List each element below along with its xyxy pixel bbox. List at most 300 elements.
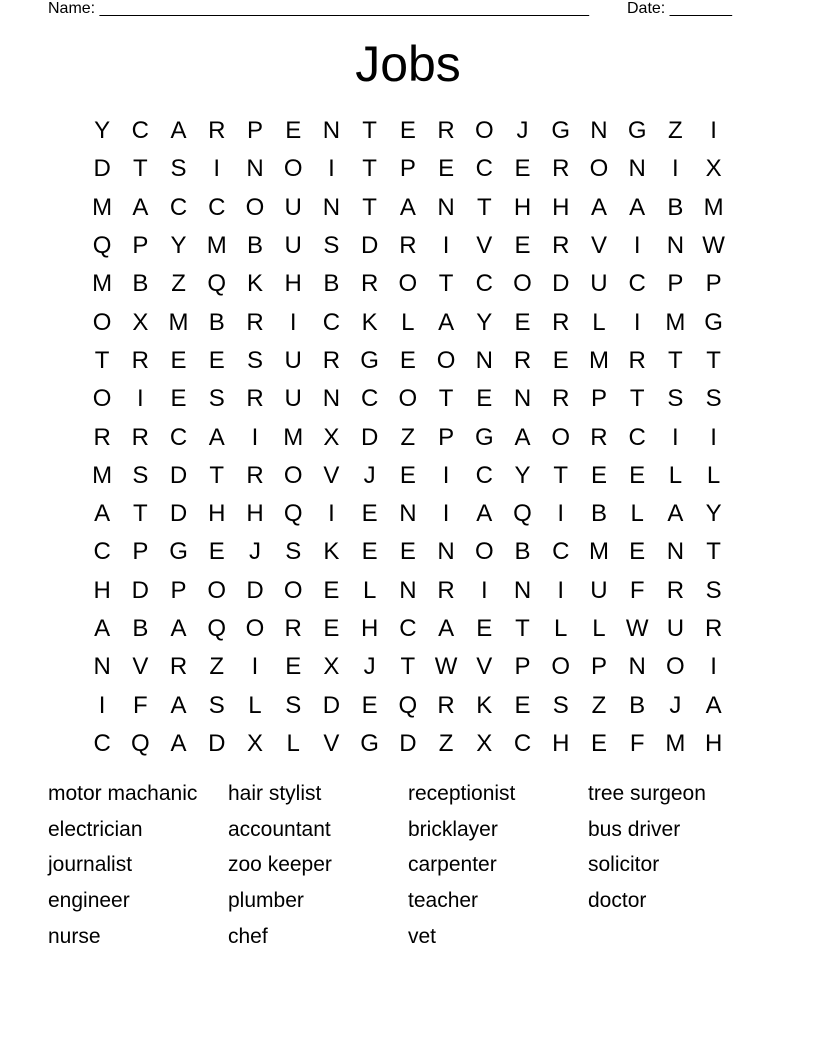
grid-letter: D: [169, 461, 188, 489]
grid-letter: R: [666, 576, 685, 604]
grid-row: [83, 189, 733, 227]
grid-letter: S: [285, 538, 302, 566]
grid-letter: Y: [514, 461, 531, 489]
grid-letter: U: [590, 270, 608, 298]
grid-letter: E: [399, 346, 416, 374]
grid-letter: E: [170, 346, 187, 374]
grid-letter: O: [92, 385, 112, 413]
date-field-label: Date: _______: [627, 0, 732, 17]
grid-row: [83, 380, 733, 418]
grid-letter: X: [323, 653, 340, 681]
grid-letter: O: [513, 270, 532, 298]
grid-letter: N: [475, 346, 493, 374]
word-list-column: [588, 776, 768, 919]
grid-letter: S: [705, 576, 722, 604]
grid-letter: Q: [207, 615, 227, 642]
grid-letter: T: [668, 346, 683, 374]
grid-letter: E: [476, 615, 493, 642]
grid-letter: A: [132, 193, 149, 221]
grid-letter: K: [361, 308, 378, 336]
grid-letter: C: [322, 308, 341, 336]
grid-letter: O: [207, 576, 227, 604]
grid-letter: R: [131, 346, 149, 374]
grid-letter: E: [170, 385, 187, 413]
word-list-item: electrician: [48, 817, 143, 841]
word-list-item: receptionist: [408, 782, 516, 805]
grid-letter: Q: [398, 691, 418, 719]
grid-row: [83, 303, 733, 341]
grid-letter: I: [672, 155, 679, 183]
grid-row: [83, 457, 733, 495]
grid-letter: U: [284, 385, 302, 413]
word-list-item: carpenter: [408, 853, 497, 877]
grid-letter: I: [251, 423, 259, 451]
grid-letter: T: [94, 346, 110, 374]
grid-letter: P: [170, 576, 187, 604]
grid-letter: C: [131, 117, 149, 145]
grid-letter: A: [208, 423, 225, 451]
grid-letter: S: [552, 691, 569, 719]
grid-letter: N: [628, 155, 646, 183]
grid-letter: T: [362, 193, 377, 221]
grid-letter: B: [629, 691, 646, 719]
grid-letter: M: [206, 232, 227, 260]
grid-letter: Z: [438, 729, 454, 757]
grid-letter: D: [322, 691, 341, 719]
grid-letter: C: [628, 423, 646, 451]
grid-letter: I: [557, 576, 565, 604]
grid-letter: N: [437, 193, 455, 221]
grid-letter: O: [92, 308, 112, 336]
grid-letter: E: [399, 117, 416, 145]
grid-row: [83, 418, 733, 456]
word-list-item: engineer: [48, 889, 130, 913]
grid-letter: E: [629, 461, 646, 489]
grid-letter: B: [132, 270, 149, 298]
grid-letter: C: [552, 538, 570, 566]
grid-letter: R: [93, 423, 111, 451]
word-list-item: doctor: [588, 889, 647, 913]
grid-letter: K: [323, 538, 340, 566]
grid-letter: I: [213, 155, 221, 183]
grid-letter: N: [322, 193, 341, 221]
grid-letter: E: [552, 346, 569, 374]
grid-letter: M: [665, 308, 686, 336]
grid-letter: R: [208, 117, 226, 145]
grid-letter: M: [588, 346, 609, 374]
grid-letter: P: [246, 117, 263, 145]
grid-letter: D: [208, 729, 226, 757]
grid-row: [83, 227, 733, 265]
grid-letter: R: [246, 385, 264, 413]
grid-letter: R: [552, 308, 570, 336]
word-list-column: [228, 776, 408, 955]
grid-letter: C: [475, 155, 493, 183]
grid-letter: E: [361, 500, 378, 528]
grid-letter: T: [476, 193, 492, 221]
grid-letter: O: [283, 576, 303, 604]
grid-letter: R: [131, 423, 149, 451]
grid-letter: O: [398, 270, 418, 298]
grid-letter: I: [442, 500, 450, 528]
grid-row: [83, 495, 733, 533]
grid-letter: N: [628, 653, 646, 681]
grid-row: [83, 572, 733, 610]
grid-letter: U: [284, 346, 302, 374]
grid-letter: V: [323, 461, 340, 489]
grid-letter: I: [633, 232, 641, 260]
grid-letter: P: [590, 385, 607, 413]
grid-letter: I: [710, 117, 717, 145]
grid-letter: N: [513, 385, 532, 413]
grid-letter: S: [323, 232, 340, 260]
grid-letter: H: [360, 615, 379, 642]
word-list-item: accountant: [228, 817, 331, 841]
grid-letter: E: [590, 729, 607, 757]
grid-letter: E: [629, 538, 646, 566]
grid-letter: M: [665, 729, 686, 757]
grid-letter: C: [93, 729, 111, 757]
grid-letter: F: [629, 576, 645, 604]
grid-letter: B: [208, 308, 225, 336]
word-list-item: solicitor: [588, 853, 660, 877]
grid-letter: X: [246, 729, 263, 757]
grid-letter: O: [283, 461, 303, 489]
grid-letter: C: [93, 538, 111, 566]
grid-letter: H: [93, 576, 111, 604]
grid-letter: E: [514, 308, 531, 336]
grid-letter: S: [705, 385, 722, 413]
grid-letter: C: [169, 193, 188, 221]
grid-letter: S: [170, 155, 187, 183]
grid-letter: B: [246, 232, 263, 260]
grid-letter: Z: [591, 691, 607, 719]
grid-letter: P: [438, 423, 455, 451]
grid-letter: R: [590, 423, 608, 451]
grid-letter: A: [667, 500, 684, 528]
grid-letter: O: [398, 385, 418, 413]
grid-letter: T: [706, 346, 721, 374]
grid-letter: O: [589, 155, 609, 183]
grid-letter: U: [590, 576, 608, 604]
grid-letter: G: [169, 538, 188, 566]
grid-letter: M: [168, 308, 189, 336]
grid-letter: C: [513, 729, 532, 757]
grid-letter: I: [289, 308, 297, 336]
grid-letter: D: [552, 270, 570, 298]
grid-letter: W: [625, 615, 649, 642]
grid-letter: T: [629, 385, 645, 413]
grid-letter: I: [710, 423, 717, 451]
grid-letter: A: [590, 193, 607, 221]
grid-letter: B: [323, 270, 340, 298]
grid-letter: A: [170, 691, 187, 719]
grid-letter: D: [93, 155, 111, 183]
grid-letter: A: [705, 691, 722, 719]
grid-letter: J: [669, 691, 682, 719]
grid-letter: M: [283, 423, 304, 451]
word-list-item: tree surgeon: [588, 782, 706, 805]
word-list-item: nurse: [48, 924, 101, 948]
grid-letter: R: [246, 308, 264, 336]
grid-letter: R: [552, 232, 570, 260]
grid-letter: E: [399, 538, 416, 566]
grid-letter: D: [360, 423, 379, 451]
grid-letter: M: [92, 461, 113, 489]
grid-letter: Z: [400, 423, 416, 451]
grid-letter: H: [704, 729, 723, 757]
grid-letter: Z: [209, 653, 225, 681]
grid-letter: H: [208, 500, 226, 528]
word-list-item: bus driver: [588, 817, 681, 841]
grid-row: [83, 342, 733, 380]
grid-letter: P: [132, 232, 149, 260]
grid-letter: V: [476, 232, 493, 260]
grid-letter: O: [551, 653, 571, 681]
grid-letter: O: [283, 155, 303, 183]
name-field-label: Name: _______________________________________________________: [48, 0, 589, 17]
word-list-column: [48, 776, 228, 955]
grid-letter: V: [476, 653, 493, 681]
grid-letter: J: [363, 653, 376, 681]
grid-letter: E: [323, 615, 340, 642]
grid-letter: S: [667, 385, 684, 413]
grid-letter: P: [514, 653, 531, 681]
grid-letter: L: [630, 500, 644, 528]
grid-letter: E: [285, 117, 302, 145]
grid-letter: E: [208, 538, 225, 566]
grid-letter: S: [208, 385, 225, 413]
grid-letter: I: [328, 500, 335, 528]
grid-letter: R: [322, 346, 341, 374]
grid-letter: I: [251, 653, 259, 681]
grid-letter: R: [552, 155, 570, 183]
grid-letter: Q: [130, 729, 150, 757]
grid-letter: I: [442, 232, 450, 260]
grid-letter: T: [706, 538, 721, 566]
grid-letter: G: [474, 423, 494, 451]
grid-letter: R: [360, 270, 379, 298]
grid-letter: S: [246, 346, 263, 374]
grid-letter: D: [246, 576, 264, 604]
grid-letter: R: [437, 117, 455, 145]
grid-letter: H: [552, 729, 570, 757]
grid-letter: E: [514, 691, 531, 719]
grid-letter: M: [92, 270, 113, 298]
grid-letter: N: [246, 155, 264, 183]
grid-letter: D: [131, 576, 149, 604]
grid-letter: O: [245, 193, 265, 221]
grid-letter: Y: [170, 232, 187, 260]
grid-letter: R: [246, 461, 264, 489]
word-list-column: [408, 776, 588, 955]
grid-letter: R: [628, 346, 646, 374]
grid-row: [83, 725, 733, 763]
grid-letter: N: [437, 538, 455, 566]
grid-letter: L: [362, 576, 377, 604]
grid-letter: H: [513, 193, 532, 221]
grid-row: [83, 686, 733, 724]
grid-letter: N: [666, 232, 685, 260]
grid-letter: L: [706, 461, 721, 489]
grid-letter: W: [434, 653, 458, 681]
grid-letter: O: [245, 615, 265, 642]
grid-letter: X: [705, 155, 722, 183]
grid-letter: O: [551, 423, 571, 451]
grid-letter: G: [704, 308, 723, 336]
grid-letter: E: [399, 461, 416, 489]
grid-letter: X: [323, 423, 340, 451]
grid-letter: M: [588, 538, 609, 566]
grid-letter: I: [328, 155, 335, 183]
word-list-item: journalist: [48, 853, 133, 877]
grid-letter: A: [94, 615, 111, 642]
grid-letter: A: [629, 193, 646, 221]
word-search-grid: [83, 112, 733, 763]
grid-letter: X: [476, 729, 493, 757]
grid-letter: U: [666, 615, 685, 642]
grid-row: [83, 533, 733, 571]
grid-letter: E: [361, 691, 378, 719]
grid-letter: J: [248, 538, 261, 566]
grid-row: [83, 610, 733, 648]
grid-letter: A: [94, 500, 111, 528]
grid-letter: I: [98, 691, 106, 719]
word-list-item: zoo keeper: [228, 853, 332, 877]
grid-letter: P: [399, 155, 416, 183]
grid-letter: F: [132, 691, 148, 719]
grid-letter: N: [93, 653, 111, 681]
grid-letter: U: [284, 232, 302, 260]
grid-letter: I: [136, 385, 144, 413]
grid-letter: E: [361, 538, 378, 566]
grid-letter: T: [209, 461, 225, 489]
word-list-item: chef: [228, 924, 268, 948]
grid-letter: S: [285, 691, 302, 719]
grid-letter: C: [208, 193, 226, 221]
grid-letter: Z: [668, 117, 683, 145]
grid-letter: L: [592, 308, 606, 336]
grid-letter: R: [437, 576, 455, 604]
word-list-item: bricklayer: [408, 817, 498, 841]
grid-letter: H: [246, 500, 264, 528]
grid-letter: I: [442, 461, 450, 489]
grid-letter: Q: [207, 270, 227, 298]
grid-letter: F: [629, 729, 645, 757]
grid-letter: C: [475, 461, 493, 489]
word-list-item: motor machanic: [48, 782, 198, 805]
grid-letter: G: [627, 117, 647, 145]
page-title: Jobs: [355, 36, 461, 92]
grid-letter: C: [475, 270, 493, 298]
grid-letter: R: [704, 615, 723, 642]
grid-letter: E: [514, 232, 531, 260]
grid-letter: K: [476, 691, 493, 719]
grid-letter: I: [672, 423, 679, 451]
grid-letter: R: [284, 615, 302, 642]
grid-letter: Y: [476, 308, 493, 336]
grid-letter: T: [132, 500, 148, 528]
grid-letter: Z: [171, 270, 186, 298]
grid-letter: B: [132, 615, 149, 642]
grid-letter: A: [170, 615, 187, 642]
word-list-item: vet: [408, 924, 437, 948]
grid-letter: X: [132, 308, 149, 336]
grid-letter: R: [437, 691, 455, 719]
grid-letter: C: [169, 423, 188, 451]
grid-letter: T: [515, 615, 530, 642]
grid-letter: J: [363, 461, 376, 489]
grid-letter: T: [438, 270, 454, 298]
grid-letter: T: [362, 155, 377, 183]
grid-letter: I: [480, 576, 488, 604]
grid-letter: R: [552, 385, 570, 413]
grid-letter: V: [323, 729, 340, 757]
grid-row: [83, 150, 733, 188]
grid-letter: L: [401, 308, 415, 336]
grid-letter: E: [514, 155, 531, 183]
grid-letter: E: [438, 155, 455, 183]
grid-letter: T: [438, 385, 454, 413]
grid-letter: E: [208, 346, 225, 374]
grid-letter: A: [170, 729, 187, 757]
grid-letter: D: [360, 232, 379, 260]
grid-letter: E: [476, 385, 493, 413]
grid-letter: J: [516, 117, 529, 145]
grid-letter: S: [132, 461, 149, 489]
grid-letter: V: [590, 232, 607, 260]
grid-letter: C: [399, 615, 417, 642]
grid-letter: Q: [513, 500, 532, 528]
grid-letter: A: [438, 615, 455, 642]
grid-letter: T: [362, 117, 377, 145]
grid-letter: G: [360, 729, 379, 757]
grid-letter: E: [323, 576, 340, 604]
grid-letter: P: [667, 270, 684, 298]
grid-letter: P: [590, 653, 607, 681]
grid-letter: N: [399, 500, 417, 528]
grid-letter: B: [667, 193, 684, 221]
grid-letter: Q: [283, 500, 303, 528]
grid-letter: Y: [705, 500, 722, 528]
grid-row: [83, 265, 733, 303]
grid-letter: P: [705, 270, 722, 298]
grid-letter: G: [551, 117, 571, 145]
grid-letter: V: [132, 653, 149, 681]
grid-letter: B: [590, 500, 607, 528]
grid-letter: S: [208, 691, 225, 719]
grid-letter: Q: [92, 232, 112, 260]
grid-letter: N: [322, 385, 341, 413]
grid-letter: N: [399, 576, 417, 604]
grid-letter: A: [438, 308, 455, 336]
grid-letter: I: [557, 500, 565, 528]
grid-letter: Y: [94, 117, 111, 145]
grid-letter: U: [284, 193, 302, 221]
word-list-item: teacher: [408, 889, 479, 913]
grid-letter: N: [322, 117, 341, 145]
grid-letter: L: [248, 691, 262, 719]
grid-letter: O: [666, 653, 685, 681]
grid-letter: L: [668, 461, 683, 489]
grid-letter: L: [592, 615, 606, 642]
grid-letter: E: [285, 653, 302, 681]
grid-letter: A: [514, 423, 531, 451]
grid-row: [83, 112, 733, 150]
grid-letter: R: [513, 346, 532, 374]
grid-letter: H: [552, 193, 570, 221]
grid-letter: A: [170, 117, 187, 145]
